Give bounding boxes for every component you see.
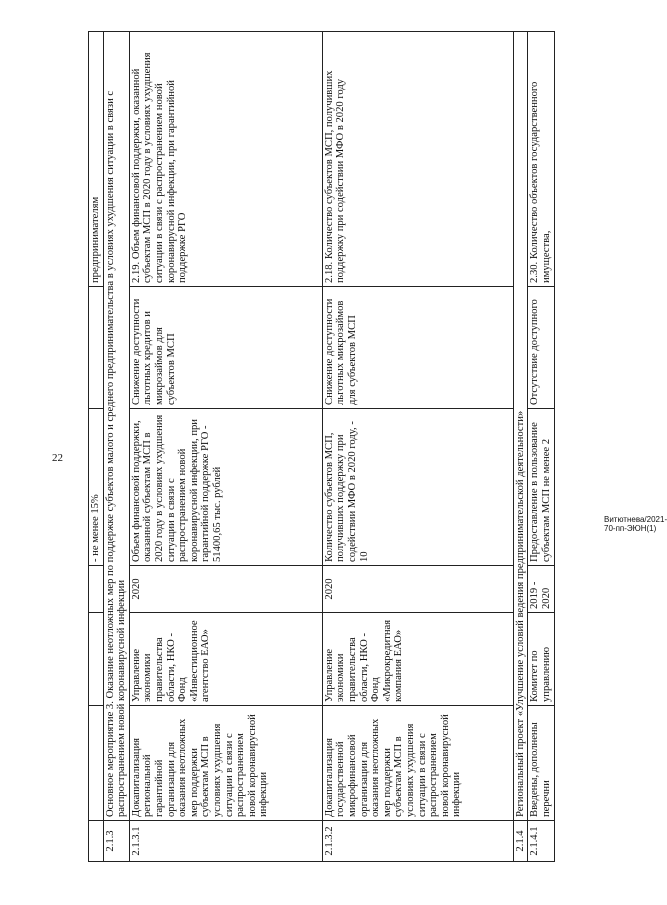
section-title: Основное мероприятие 3. Оказание неотложных мер по поддержке субъектов малого и среднего предпринимательства в условиях ухудшения ситуации в связи с распространением новой коронавирусной инфекции <box>103 32 129 821</box>
expected-result: Объем финансовой поддержки, оказанной субъектам МСП в 2020 году в условиях ухудшения ситуации в связи с распространением новой коронавирусной инфекции, при гарантийной поддержке РГО - 51400,65 тыс. рублей <box>129 409 322 566</box>
table-row <box>89 32 104 862</box>
executor: Управление экономики правительства области, НКО - Фонд «Микрокредитная компания ЕАО» <box>322 613 513 706</box>
rotated-page-content <box>88 32 613 862</box>
section-number: 2.1.4 <box>513 821 528 862</box>
indicator: 2.19. Объем финансовой поддержки, оказанной субъектам МСП в 2020 году в условиях ухудшения ситуации в связи с распространением новой коронавирусной инфекции, при гарантийной поддержке РГО <box>129 32 322 287</box>
section-number: 2.1.3 <box>103 821 129 862</box>
section-title: Региональный проект «Улучшение условий ведения предпринимательской деятельности» <box>513 32 528 821</box>
indicator: 2.30. Количество объектов государственного имущества, <box>528 32 554 287</box>
consequence: Снижение доступности льготных кредитов и микрозаймов для субъектов МСП <box>129 287 322 409</box>
consequence: Отсутствие доступного <box>528 287 554 409</box>
target-value-cell: - не менее 15% <box>89 409 104 566</box>
page-number: 22 <box>52 452 63 464</box>
indicator: 2.18. Количество субъектов МСП, получивших поддержку при содействии МФО в 2020 году <box>322 32 513 287</box>
year: 2020 <box>322 566 513 613</box>
executor: Комитет по управлению <box>528 613 554 706</box>
section-row <box>513 32 528 862</box>
section-row <box>103 32 129 862</box>
year: 2020 <box>129 566 322 613</box>
table-row <box>129 32 322 862</box>
expected-result: Предоставление в пользование субъектам МСП не менее 2 <box>528 409 554 566</box>
table-row <box>322 32 513 862</box>
measure-name: Введены, дополнены перечни <box>528 706 554 821</box>
measure-name: Докапитализация региональной гарантийной организации для оказания неотложных мер поддержки субъектам МСП в условиях ухудшения ситуации в связи с распространением новой коронавирусной инфекции <box>129 706 322 821</box>
measure-name: Докапитализация государственной микрофинансовой организации для оказания неотложных мер поддержки субъектам МСП в условиях ухудшения ситуации в связи с распространением новой коронавирусной инфекции <box>322 706 513 821</box>
indicator-tail-cell: предпринимателям <box>89 32 104 287</box>
row-number: 2.1.3.1 <box>129 821 322 862</box>
year: 2019 - 2020 <box>528 566 554 613</box>
row-number: 2.1.3.2 <box>322 821 513 862</box>
program-table <box>88 31 555 862</box>
row-number: 2.1.4.1 <box>528 821 554 862</box>
consequence: Снижение доступности льготных микрозаймов для субъектов МСП <box>322 287 513 409</box>
expected-result: Количество субъектов МСП, получивших поддержку при содействии МФО в 2020 году, - 10 <box>322 409 513 566</box>
executor: Управление экономики правительства области, НКО - Фонд «Инвестиционное агентство ЕАО» <box>129 613 322 706</box>
document-code: Витютнева/2021-70-пп-ЭЮН(1) <box>604 515 667 533</box>
table-row <box>528 32 554 862</box>
